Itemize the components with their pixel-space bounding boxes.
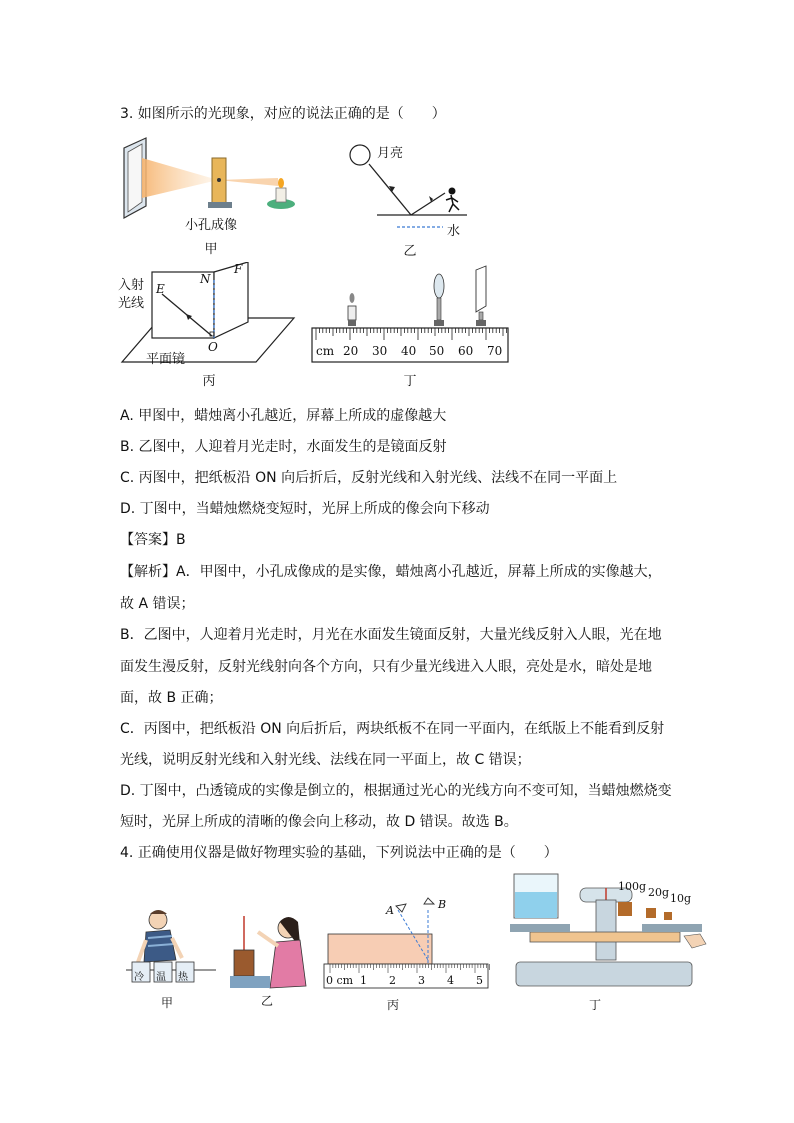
q3-option-d: D. 丁图中，当蜡烛燃烧变短时，光屏上所成的像会向下移动 xyxy=(120,501,490,517)
q3-figure-jia xyxy=(118,136,318,256)
point-E: E xyxy=(156,282,165,296)
q3-figure-ding xyxy=(310,262,510,390)
q4-caption-jia: 甲 xyxy=(160,996,173,1010)
bench-unit: cm xyxy=(316,344,335,358)
q3-analysis-6: C．丙图中，把纸板沿 ON 向后折后，两块纸板不在同一平面内，在纸版上不能看到反射 xyxy=(120,721,665,737)
q3-analysis-8: D. 丁图中，凸透镜成的实像是倒立的，根据通过光心的光线方向不变可知，当蜡烛燃烧变 xyxy=(120,783,672,799)
q3-answer: 【答案】B xyxy=(120,532,186,548)
bench-tick-50: 50 xyxy=(429,344,445,358)
q3-analysis-5: 面，故 B 正确； xyxy=(120,690,223,706)
girl-thermometer-illustration xyxy=(228,910,312,990)
incident-label-1: 入射 xyxy=(118,278,145,293)
q3-analysis-9: 短时，光屏上所成的清晰的像会向上移动，故 D 错误。故选 B。 xyxy=(120,814,518,830)
q4-caption-bing: 丙 xyxy=(386,998,399,1012)
q4-figure-bing xyxy=(322,896,490,1014)
q3-stem: 3. 如图所示的光现象，对应的说法正确的是（ ） xyxy=(120,106,446,122)
balance-scale-illustration xyxy=(500,870,710,994)
figure-caption-yi: 乙 xyxy=(403,244,417,259)
ruler-tick-4: 4 xyxy=(447,974,454,987)
cup-cold-label: 冷 xyxy=(134,972,144,983)
cup-warm-label: 温 xyxy=(156,972,166,983)
q3-figure-bing xyxy=(118,262,308,390)
q4-figure-ding xyxy=(500,870,710,1014)
q4-figure-yi xyxy=(228,910,312,1012)
ruler-labels xyxy=(326,974,486,987)
q3-analysis-7: 光线，说明反射光线和入射光线、法线在同一平面上，故 C 错误； xyxy=(120,752,531,768)
bench-scale-labels xyxy=(316,344,503,358)
bench-tick-60: 60 xyxy=(458,344,474,358)
bench-tick-30: 30 xyxy=(372,344,388,358)
weight-100g: 100g xyxy=(618,880,647,893)
ruler-tick-3: 3 xyxy=(418,974,425,987)
label-A: A xyxy=(386,904,394,917)
weight-20g: 20g xyxy=(648,886,670,899)
mirror-label: 平面镜 xyxy=(146,352,186,367)
q3-analysis-2: 故 A 错误； xyxy=(120,596,195,612)
q3-analysis-3: B．乙图中，人迎着月光走时，月光在水面发生镜面反射，大量光线反射入人眼，光在地 xyxy=(120,627,662,643)
point-O: O xyxy=(208,340,218,354)
bench-tick-20: 20 xyxy=(343,344,359,358)
q4-caption-yi: 乙 xyxy=(260,994,273,1008)
point-F: F xyxy=(234,262,243,276)
q3-option-c: C. 丙图中，把纸板沿 ON 向后折后，反射光线和入射光线、法线不在同一平面上 xyxy=(120,470,618,486)
ruler-tick-2: 2 xyxy=(389,974,396,987)
moon-reflection-diagram xyxy=(345,140,485,240)
pinhole-label: 小孔成像 xyxy=(184,218,237,233)
q3-option-b: B. 乙图中，人迎着月光走时，水面发生的是镜面反射 xyxy=(120,439,447,455)
figure-caption-ding: 丁 xyxy=(403,374,417,389)
ruler-tick-1: 1 xyxy=(360,974,367,987)
point-N: N xyxy=(200,272,211,286)
ruler-tick-5: 5 xyxy=(476,974,483,987)
q4-figure-jia xyxy=(122,906,218,1012)
water-label: 水 xyxy=(447,224,461,239)
ruler-unit: 0 cm xyxy=(326,974,354,987)
bench-tick-70: 70 xyxy=(487,344,503,358)
q3-analysis-4: 面发生漫反射，反射光线射向各个方向，只有少量光线进入人眼，亮处是水，暗处是地 xyxy=(120,659,652,675)
figure-caption-jia: 甲 xyxy=(204,242,218,257)
q3-option-a: A. 甲图中，蜡烛离小孔越近，屏幕上所成的虚像越大 xyxy=(120,408,447,424)
moon-label: 月亮 xyxy=(377,146,404,161)
q4-stem: 4. 正确使用仪器是做好物理实验的基础，下列说法中正确的是（ ） xyxy=(120,845,558,861)
incident-label-2: 光线 xyxy=(118,296,145,311)
weight-10g: 10g xyxy=(670,892,692,905)
q3-analysis-1: 【解析】A．甲图中，小孔成像成的是实像，蜡烛离小孔越近，屏幕上所成的实像越大， xyxy=(120,564,662,580)
cup-hot-label: 热 xyxy=(178,972,188,983)
label-B: B xyxy=(438,898,447,911)
pinhole-imaging-diagram xyxy=(118,136,318,226)
bench-tick-40: 40 xyxy=(401,344,417,358)
q3-figure-yi xyxy=(345,140,485,260)
q4-caption-ding: 丁 xyxy=(588,998,601,1012)
figure-caption-bing: 丙 xyxy=(202,374,216,389)
